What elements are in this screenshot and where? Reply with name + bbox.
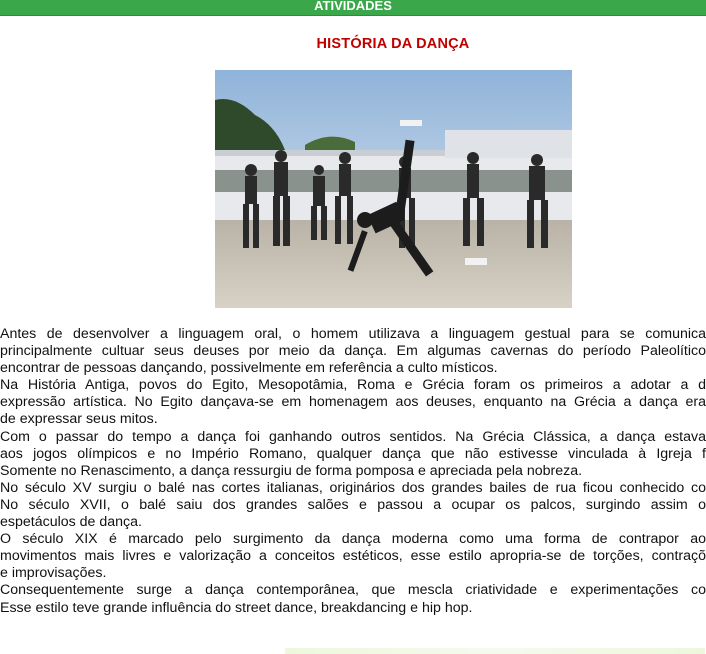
section-banner — [0, 0, 706, 16]
banner-label: ATIVIDADES — [314, 0, 392, 13]
paragraph-line: O século XIX é marcado pelo surgimento da dança moderna como uma forma de contrapor ao — [0, 531, 706, 548]
dance-photo — [215, 70, 572, 308]
paragraph-line: Somente no Renascimento, a dança ressurgiu de forma pomposa e apreciada pela nobreza. — [0, 462, 583, 479]
paragraph-line: movimentos mais livres e valorização a conceitos estéticos, esse estilo apropria-se de torções, contraçõ — [0, 548, 706, 565]
paragraph-line: No século XVII, o balé saiu dos grandes salões e passou a ocupar os palcos, surgindo assim o — [0, 496, 706, 513]
paragraph-line: aos jogos olímpicos e no Império Romano, qualquer dança que não estivesse vinculada à Igreja f — [0, 445, 706, 462]
paragraph-line: expressão artística. No Egito dançava-se em homenagem aos deuses, enquanto na Grécia a dança era — [0, 394, 706, 411]
article-title: HISTÓRIA DA DANÇA — [316, 36, 470, 52]
paragraph-line: principalmente cultuar seus deuses por meio da dança. Em algumas cavernas do período Paleolítico — [0, 343, 706, 360]
article-body — [0, 326, 706, 617]
paragraph-line: Antes de desenvolver a linguagem oral, o homem utilizava a linguagem gestual para se comunica — [0, 326, 706, 342]
paragraph-line: Esse estilo teve grande influência do street dance, breakdancing e hip hop. — [0, 599, 473, 616]
paragraph-line: espetáculos de dança. — [0, 514, 142, 531]
paragraph-line: No século XV surgiu o balé nas cortes italianas, originários dos grandes bailes de rua ficou conhecido co — [0, 479, 706, 496]
footer-decoration — [285, 648, 705, 654]
paragraph-line: encontrar de pessoas dançando, possivelmente em referência a culto místicos. — [0, 360, 498, 377]
paragraph-line: de expressar seus mitos. — [0, 411, 158, 428]
paragraph-line: Com o passar do tempo a dança foi ganhando outros sentidos. Na Grécia Clássica, a dança estava — [0, 428, 706, 445]
dance-photo-illustration — [215, 70, 572, 308]
paragraph-line: Na História Antiga, povos do Egito, Mesopotâmia, Roma e Grécia foram os primeiros a adotar a d — [0, 377, 706, 394]
paragraph-line: Consequentemente surge a dança contemporânea, que mescla criatividade e experimentações co — [0, 582, 706, 599]
paragraph-line: e improvisações. — [0, 565, 107, 582]
